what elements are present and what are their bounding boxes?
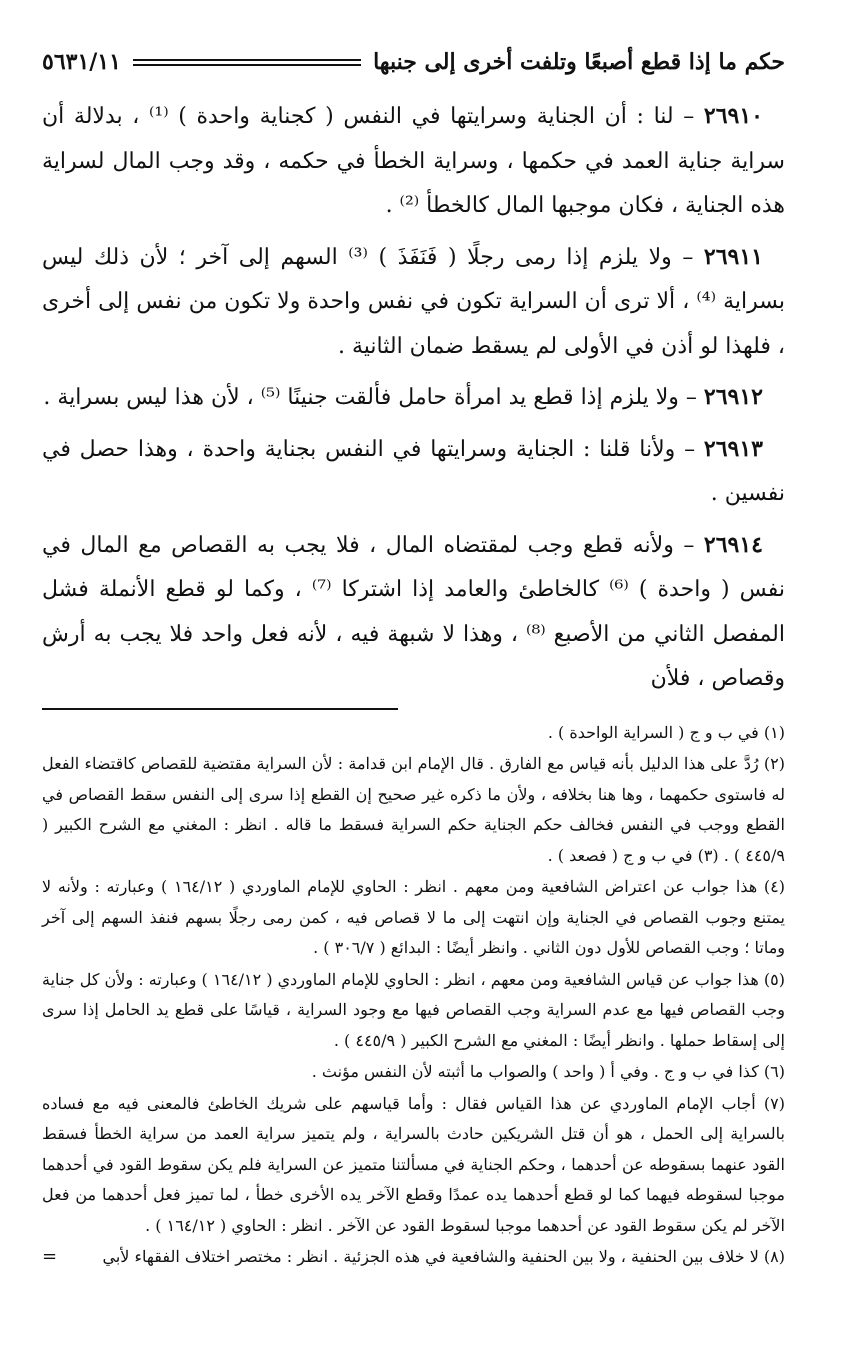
chapter-title: حكم ما إذا قطع أصبعًا وتلفت أخرى إلى جنبها <box>373 49 785 75</box>
paragraph-26910 <box>42 94 785 229</box>
footnote-1: (١) في ب و ج ( السراية الواحدة ) . <box>547 722 785 742</box>
footnote-7: (٧) أجاب الإمام الماوردي عن هذا القياس فقال : وأما قياسهم على شريك الخاطئ فالمعنى فيه مع فساده بالسراية إلى الحمل ، هو أن قتل الشريكين حادث بالسراية ، ولم يتميز سراية العمد من سراية الخطأ فسقط القود عنهما بسقوطه عن أحدهما ، وحكم الجناية في مسألتنا متميز عن السراية فلم يكن سقوط القود في أحدهما موجبا لسقوطه فيهما كما لو قطع أحدهما يده عمدًا وقطع الآخر يده الأخرى خطأ ، لما تميز فعل أحدهما من فعل الآخر لم يكن سقوط القود عن أحدهما موجبا لسقوط القود عن الآخر . انظر : الحاوي ( ١٦٤/١٢ ) . <box>42 1093 785 1235</box>
footnote-8-text: (٨) لا خلاف بين الحنفية ، ولا بين الحنفية والشافعية في هذه الجزئية . انظر : مختصر اختلاف الفقهاء لأبي <box>102 1247 785 1266</box>
footnote-2-3: (٢) رُدَّ على هذا الدليل بأنه قياس مع الفارق . قال الإمام ابن قدامة : لأن السراية مقتضية للقصاص كاقتضاء الفعل له فاستوى حكمهما ، وها هنا بخلافه ، ولأن ما ذكره غير صحيح إن القطع إذا سرى إلى النفس سقط القصاص في القطع ووجب في النفس فخالف حكم الجناية حكم السراية فسقط ما قاله . انظر : المغني مع الشرح الكبير ( ٤٤٥/٩ ) . (٣) في ب و ج ( فصعد ) . <box>42 754 786 865</box>
footnote-4: (٤) هذا جواب عن اعتراض الشافعية ومن معهم . انظر : الحاوي للإمام الماوردي ( ١٦٤/١٢ ) وعبارته : ولأنه لا يمتنع وجوب القصاص في الجناية وإن انتهت إلى ما لا قصاص فيه ، كمن رمى رجلًا بسهم فنفذ السهم إلى آخر وماتا ؛ وجب القصاص للأول دون الثاني . وانظر أيضًا : البدائع ( ٣٠٦/٧ ) . <box>42 877 785 957</box>
paragraph-text: – ولأنه قطع وجب لمقتضاه المال ، فلا يجب به القصاص مع المال في نفس ( واحدة ) ⁽⁶⁾ كالخاطئ والعامد إذا اشتركا ⁽⁷⁾ ، وكما لو قطع الأنملة فشل المفصل الثاني من الأصبع ⁽⁸⁾ ، وهذا لا شبهة فيه ، لأنه فعل واحد فلا يجب به أرش وقصاص ، فلأن <box>42 532 785 691</box>
footnote-6: (٦) كذا في ب و ج . وفي أ ( واحد ) والصواب ما أثبته لأن النفس مؤنث . <box>311 1062 785 1081</box>
paragraph-number: ٢٦٩١٤ <box>703 531 763 558</box>
paragraph-text: – ولأنا قلنا : الجناية وسرايتها في النفس بجناية واحدة ، وهذا حصل في نفسين . <box>42 436 785 506</box>
paragraph-number: ٢٦٩١١ <box>703 243 763 270</box>
paragraph-text: – ولا يلزم إذا قطع يد امرأة حامل فألقت جنينًا ⁽⁵⁾ ، لأن هذا ليس بسراية . <box>43 385 704 410</box>
paragraph-26913 <box>42 427 785 517</box>
paragraph-text: – ولا يلزم إذا رمى رجلًا ( فَنَفَذَ ) ⁽³⁾ السهم إلى آخر ؛ لأن ذلك ليس بسراية ⁽⁴⁾ ، ألا ترى أن السراية تكون في نفس واحدة ولا تكون من نفس إلى أخرى ، فلهذا لو أذن في الأولى لم يسقط ضمان الثانية . <box>42 244 785 359</box>
footnote-8 <box>42 1242 785 1273</box>
footnote-separator <box>42 708 398 710</box>
footnote-5: (٥) هذا جواب عن قياس الشافعية ومن معهم ، انظر : الحاوي للإمام الماوردي ( ١٦٤/١٢ ) وعبارته : ولأن كل جناية وجب القصاص فيها مع عدم السراية وجب القصاص فيها مع وجود السراية ، قياسًا على قطع يد الحامل إذا سرى إلى إسقاط حملها . وانظر أيضًا : المغني مع الشرح الكبير ( ٤٤٥/٩ ) . <box>42 969 786 1050</box>
paragraph-text: – لنا : أن الجناية وسرايتها في النفس ( كجناية واحدة ) ⁽¹⁾ ، بدلالة أن سراية جناية العمد في حكمها ، وسراية الخطأ في حكمه ، وقد وجب المال لسراية هذه الجناية ، فكان موجبها المال كالخطأ ⁽²⁾ . <box>42 104 785 218</box>
paragraph-26912 <box>42 375 785 421</box>
continuation-mark: = <box>42 1246 58 1267</box>
running-header <box>42 44 785 80</box>
paragraph-number: ٢٦٩١٠ <box>703 103 763 129</box>
paragraph-number: ٢٦٩١٣ <box>703 435 763 462</box>
footnotes-section <box>42 718 785 1273</box>
paragraph-26914 <box>42 523 785 702</box>
paragraph-number: ٢٦٩١٢ <box>703 384 763 410</box>
header-double-rule <box>133 59 361 66</box>
paragraph-26911 <box>42 235 785 370</box>
page-number: ٥٦٣١/١١ <box>42 49 121 75</box>
main-text <box>42 94 785 702</box>
